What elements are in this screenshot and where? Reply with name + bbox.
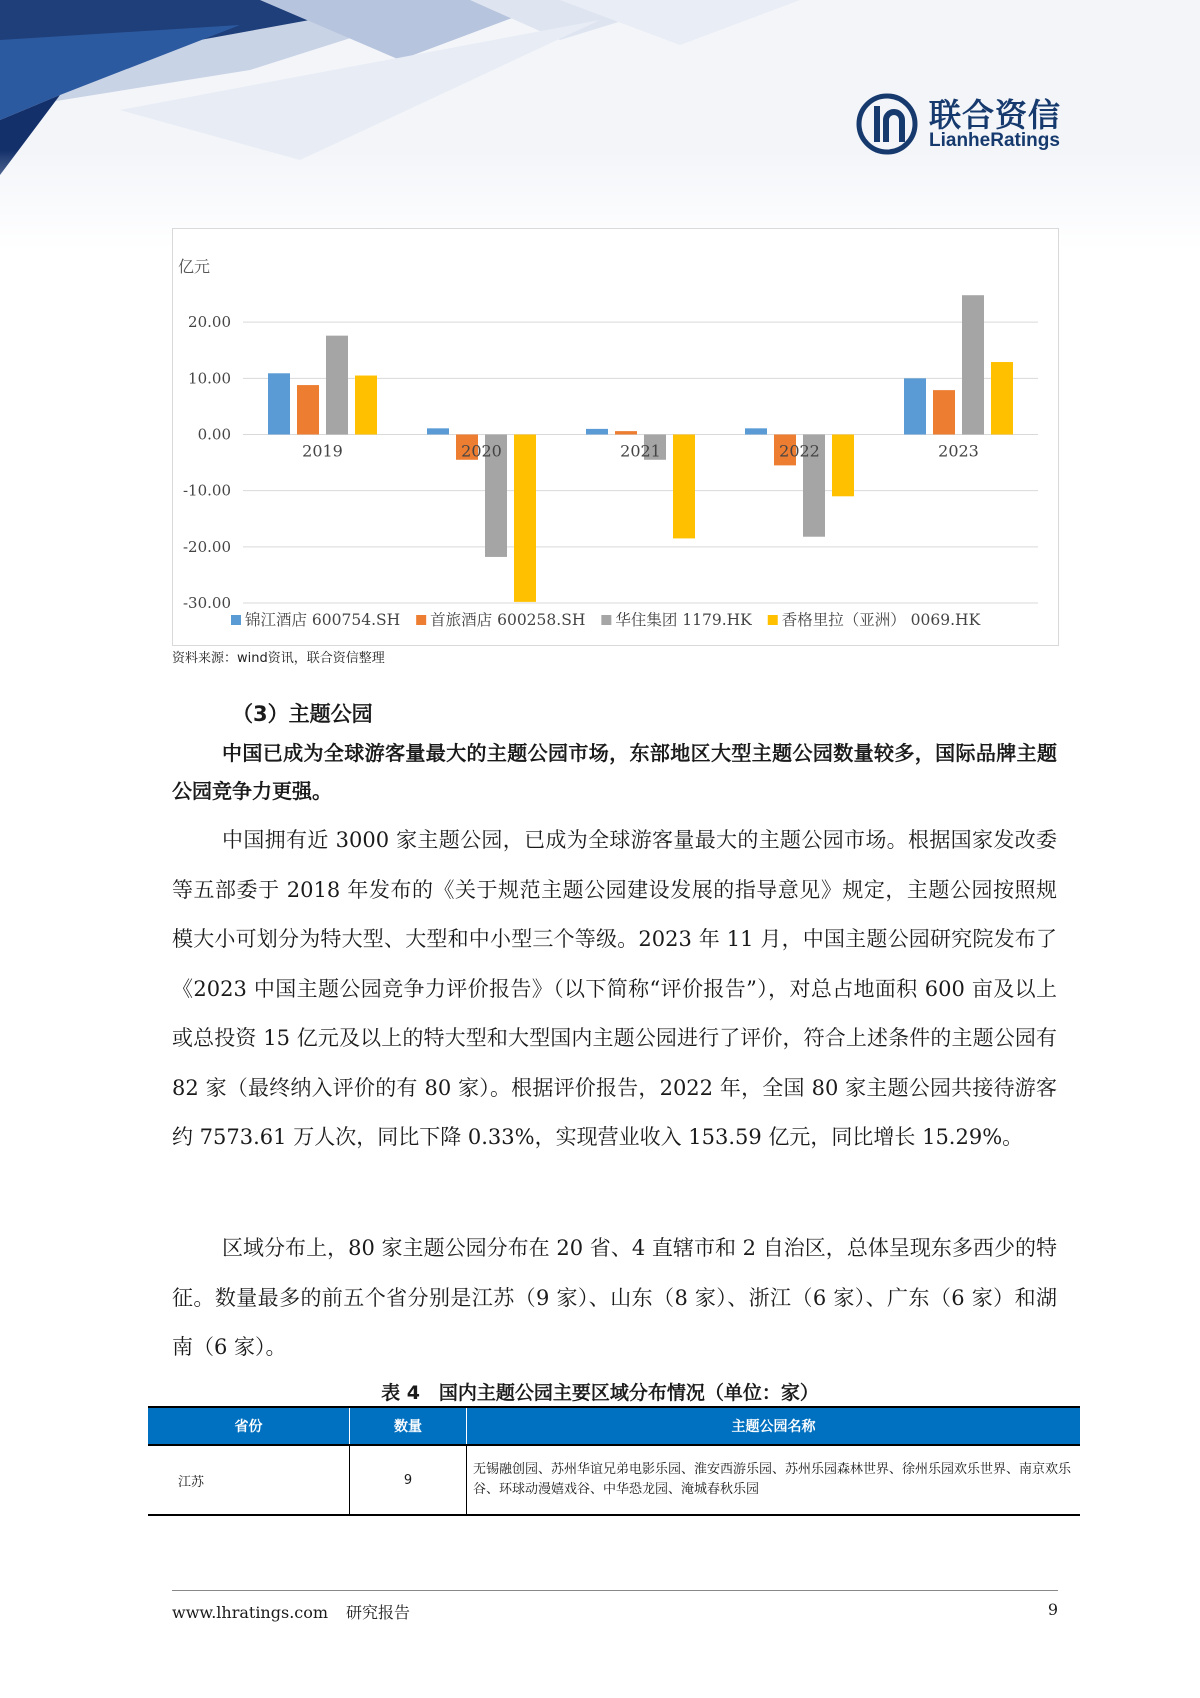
company-logo — [855, 90, 1095, 160]
bar — [355, 376, 377, 435]
cell-province: 江苏 — [148, 1445, 350, 1515]
legend-label: 香格里拉（亚洲） 0069.HK — [781, 611, 981, 629]
body-paragraph-2: 区域分布上，80 家主题公园分布在 20 省、4 直辖市和 2 自治区，总体呈现东多西少的特征。数量最多的前五个省分别是江苏（9 家）、山东（8 家）、浙江（6 家）、广东（6 家）和湖南（6 家）。 — [172, 1236, 1057, 1359]
table-caption: 表 4 国内主题公园主要区域分布情况（单位：家） — [381, 1382, 819, 1404]
bar — [326, 336, 348, 435]
legend-swatch — [231, 615, 241, 625]
legend-swatch — [601, 615, 611, 625]
theme-park-region-table — [148, 1406, 1080, 1516]
legend-swatch — [768, 615, 778, 625]
x-tick-label: 2022 — [779, 441, 820, 461]
chart-unit-label: 亿元 — [178, 257, 211, 276]
header-count: 数量 — [350, 1407, 467, 1445]
logo-text-cn: 联合资信 — [929, 96, 1062, 134]
bar — [297, 385, 319, 434]
bar — [586, 429, 608, 435]
chart-source-note: 资料来源：wind资讯，联合资信整理 — [172, 651, 385, 666]
bar — [745, 428, 767, 434]
bar — [933, 390, 955, 434]
y-tick-label: -20.00 — [182, 537, 231, 556]
bar — [427, 428, 449, 434]
page-number: 9 — [1047, 1600, 1058, 1619]
table-row — [148, 1445, 1080, 1515]
bar — [832, 435, 854, 497]
header-park-names: 主题公园名称 — [467, 1407, 1081, 1445]
x-tick-label: 2023 — [938, 441, 979, 461]
y-tick-label: -10.00 — [182, 481, 231, 500]
table-header-row — [148, 1407, 1080, 1445]
bar — [991, 362, 1013, 434]
y-tick-label: -30.00 — [182, 594, 231, 612]
y-tick-label: 20.00 — [188, 313, 231, 332]
y-tick-label: 0.00 — [197, 425, 231, 444]
legend-label: 华住集团 1179.HK — [615, 611, 752, 629]
footer-website-link[interactable]: www.lhratings.com — [172, 1603, 329, 1622]
x-tick-label: 2019 — [302, 441, 343, 461]
header-province: 省份 — [148, 1407, 350, 1445]
lead-summary: 中国已成为全球游客量最大的主题公园市场，东部地区大型主题公园数量较多，国际品牌主题公园竞争力更强。 — [172, 741, 1057, 803]
chart-canvas — [173, 229, 1058, 645]
legend-label: 锦江酒店 600754.SH — [245, 611, 401, 629]
x-tick-label: 2020 — [461, 441, 502, 461]
y-tick-label: 10.00 — [188, 369, 231, 388]
bar — [514, 435, 536, 602]
bar — [904, 378, 926, 434]
bar — [615, 431, 637, 434]
bar — [673, 435, 695, 539]
section-title: （3）主题公园 — [232, 702, 373, 726]
bar — [268, 373, 290, 434]
cell-park-names: 无锡融创园、苏州华谊兄弟电影乐园、淮安西游乐园、苏州乐园森林世界、徐州乐园欢乐世界、南京欢乐谷、环球动漫嬉戏谷、中华恐龙园、淹城春秋乐园 — [467, 1445, 1081, 1515]
bar — [962, 295, 984, 434]
hotel-profit-chart — [172, 228, 1059, 646]
footer-divider — [172, 1590, 1058, 1591]
body-paragraph-1: 中国拥有近 3000 家主题公园，已成为全球游客量最大的主题公园市场。根据国家发改委等五部委于 2018 年发布的《关于规范主题公园建设发展的指导意见》规定，主题公园按照规模大小可划分为特大型、大型和中小型三个等级。2023 年 11 月，中国主题公园研究院发布了《2023 中国主题公园竞争力评价报告》（以下简称“评价报告”），对总占地面积 600 亩及以上或总投资 15 亿元及以上的特大型和大型国内主题公园进行了评价，符合上述条件的主题公园有 82 家（最终纳入评价的有 80 家）。根据评价报告，2022 年，全国 80 家主题公园共接待游客约 7573.61 万人次，同比下降 0.33%，实现营业收入 153.59 亿元，同比增长 15.29%。 — [172, 828, 1057, 1149]
cell-count: 9 — [350, 1445, 467, 1515]
x-tick-label: 2021 — [620, 441, 661, 461]
legend-swatch — [416, 615, 426, 625]
lianhe-logo-icon — [855, 92, 919, 156]
footer-info — [172, 1600, 428, 1623]
footer-label: 研究报告 — [346, 1603, 411, 1622]
logo-text-en: LianheRatings — [929, 130, 1060, 151]
legend-label: 首旅酒店 600258.SH — [430, 611, 586, 629]
